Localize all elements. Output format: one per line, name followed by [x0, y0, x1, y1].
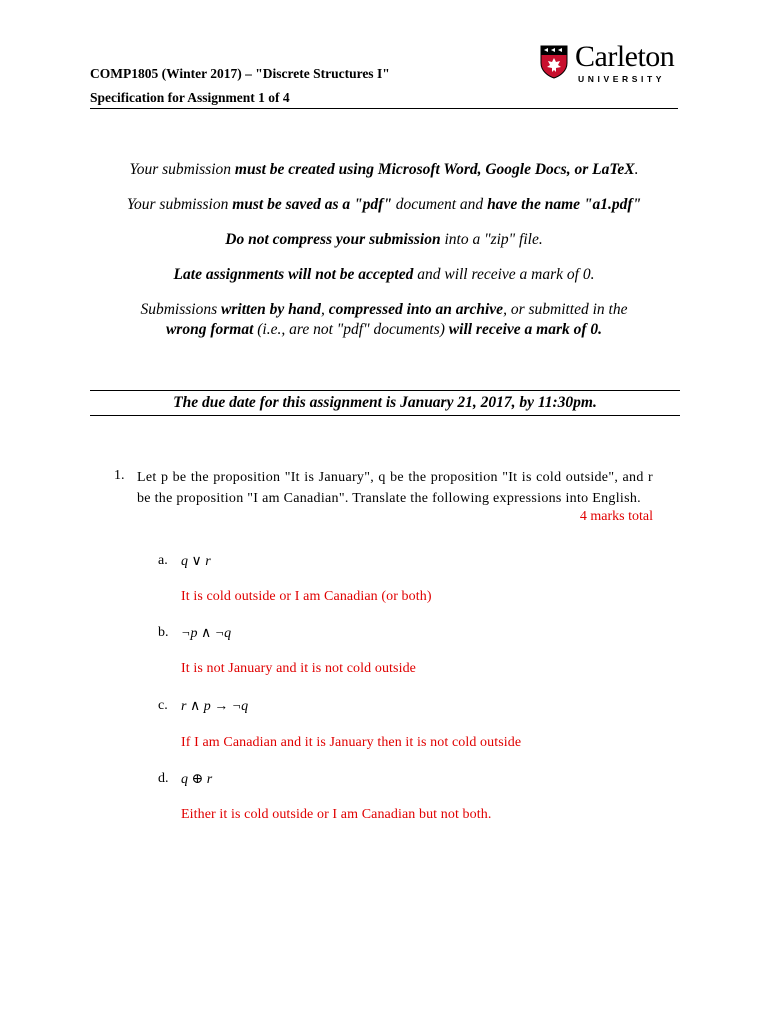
- logo-subtitle: UNIVERSITY: [578, 74, 666, 84]
- question-marks: 4 marks total: [579, 509, 653, 524]
- part-b-expression: ¬p ∧ ¬q: [181, 626, 232, 641]
- question-text: Let p be the proposition "It is January", q be the proposition "It is cold outside", and r be the proposition "I am Canadian". Translate the following expressions into English.: [137, 470, 653, 506]
- part-a-answer: It is cold outside or I am Canadian (or both): [181, 589, 432, 604]
- course-title: COMP1805 (Winter 2017) – "Discrete Structures I": [90, 66, 390, 81]
- part-d-label: d.: [158, 771, 169, 786]
- part-b-answer: It is not January and it is not cold outside: [181, 661, 416, 676]
- part-c-label: c.: [158, 698, 168, 713]
- part-d-expression: q ⊕ r: [181, 772, 213, 787]
- instruction-late: Late assignments will not be accepted and will receive a mark of 0.: [173, 266, 595, 283]
- part-a-label: a.: [158, 553, 168, 568]
- part-a-expression: q ∨ r: [181, 554, 211, 569]
- shield-icon: [540, 45, 568, 79]
- logo-wordmark: Carleton: [575, 40, 675, 73]
- due-date: The due date for this assignment is January 21, 2017, by 11:30pm.: [173, 394, 597, 411]
- question-number: 1.: [114, 468, 125, 483]
- instruction-penalty: Submissions written by hand, compressed into an archive, or submitted in the wrong format (i.e., are not "pdf" documents) will receive a mark of 0.: [140, 301, 628, 338]
- due-date-bottom-rule: [90, 415, 680, 416]
- part-b-label: b.: [158, 625, 169, 640]
- part-d-answer: Either it is cold outside or I am Canadian but not both.: [181, 807, 492, 822]
- instruction-compress: Do not compress your submission into a "zip" file.: [225, 231, 543, 248]
- part-c-answer: If I am Canadian and it is January then it is not cold outside: [181, 735, 522, 750]
- header-divider: [90, 108, 678, 109]
- part-c-expression: r ∧ p → ¬q: [181, 699, 249, 714]
- due-date-top-rule: [90, 390, 680, 391]
- assignment-spec-title: Specification for Assignment 1 of 4: [90, 90, 290, 105]
- instruction-format: Your submission must be created using Microsoft Word, Google Docs, or LaTeX.: [129, 161, 639, 178]
- instruction-filename: Your submission must be saved as a "pdf" document and have the name "a1.pdf": [126, 196, 642, 213]
